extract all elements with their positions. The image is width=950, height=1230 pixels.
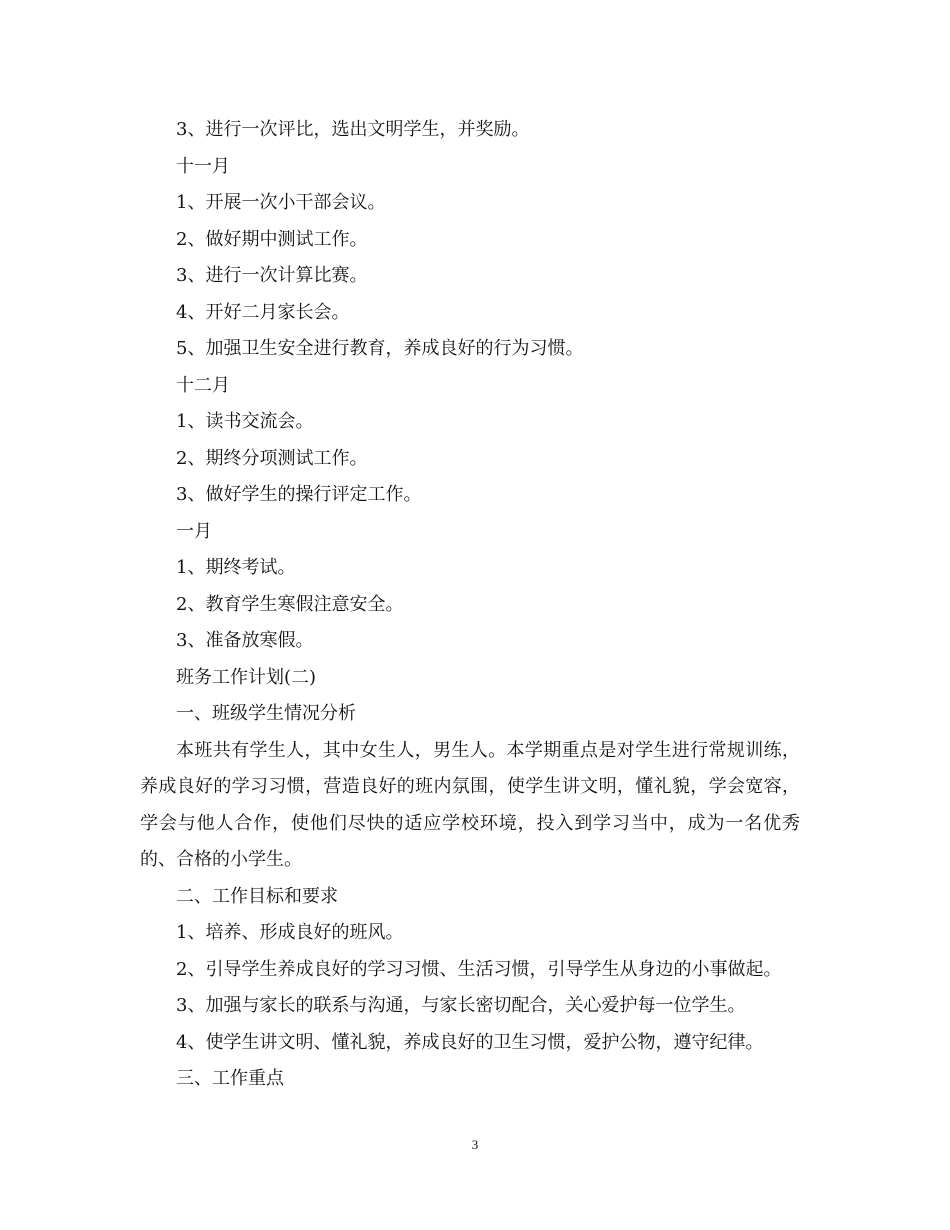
list-item: 4、开好二月家长会。 bbox=[176, 301, 350, 323]
list-item: 2、期终分项测试工作。 bbox=[176, 447, 368, 469]
month-heading: 一月 bbox=[176, 520, 212, 542]
section-heading: 一、班级学生情况分析 bbox=[176, 703, 356, 724]
list-item: 1、开展一次小干部会议。 bbox=[176, 192, 386, 213]
list-item: 1、期终考试。 bbox=[176, 557, 296, 578]
section-heading: 三、工作重点 bbox=[176, 1068, 284, 1089]
list-item: 4、使学生讲文明、懂礼貌，养成良好的卫生习惯，爱护公物，遵守纪律。 bbox=[176, 1031, 764, 1053]
month-heading: 十二月 bbox=[176, 374, 230, 396]
document-body bbox=[140, 112, 810, 1098]
body-paragraph: 本班共有学生人，其中女生人，男生人。本学期重点是对学生进行常规训练，养成良好的学习习惯，营造良好的班内氛围，使学生讲文明，懂礼貌，学会宽容，学会与他人合作，使他们尽快的适应学校环境，投入到学习当中，成为一名优秀的、合格的小学生。 bbox=[140, 739, 800, 870]
list-item: 3、进行一次计算比赛。 bbox=[176, 265, 368, 286]
list-item: 3、做好学生的操行评定工作。 bbox=[176, 484, 422, 505]
list-item: 3、进行一次评比，选出文明学生，并奖励。 bbox=[176, 119, 530, 140]
list-item: 5、加强卫生安全进行教育，养成良好的行为习惯。 bbox=[176, 338, 584, 359]
month-heading: 十一月 bbox=[176, 155, 230, 177]
page-number: 3 bbox=[471, 1137, 479, 1152]
section-title: 班务工作计划(二) bbox=[176, 666, 317, 688]
section-heading: 二、工作目标和要求 bbox=[176, 885, 338, 907]
list-item: 2、做好期中测试工作。 bbox=[176, 228, 368, 250]
list-item: 3、加强与家长的联系与沟通，与家长密切配合，关心爱护每一位学生。 bbox=[176, 995, 746, 1016]
list-item: 3、准备放寒假。 bbox=[176, 630, 314, 651]
list-item: 2、教育学生寒假注意安全。 bbox=[176, 593, 404, 615]
list-item: 1、培养、形成良好的班风。 bbox=[176, 922, 404, 943]
list-item: 1、读书交流会。 bbox=[176, 411, 314, 432]
list-item: 2、引导学生养成良好的学习习惯、生活习惯，引导学生从身边的小事做起。 bbox=[176, 958, 782, 980]
